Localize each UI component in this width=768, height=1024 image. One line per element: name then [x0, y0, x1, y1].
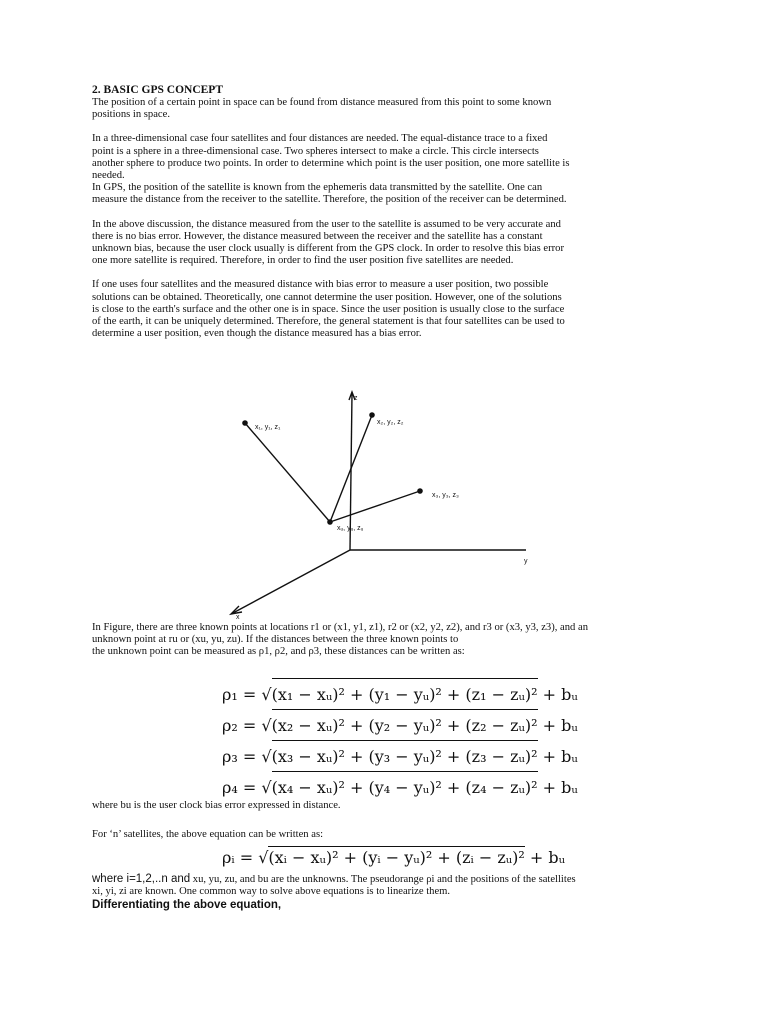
z-axis	[350, 394, 352, 550]
sat3-point	[417, 488, 423, 494]
sat2-point	[369, 412, 375, 418]
for-n-satellites-text: For ‘n’ satellites, the above equation can be written as:	[92, 829, 324, 840]
where-i-line-2: xi, yi, zi are known. One common way to solve above equations is to linearize them.	[92, 886, 451, 898]
where-i-line-1: where i=1,2,..n and xu, yu, zu, and bu are the unknowns. The pseudorange ρi and the positions of the satellites	[92, 873, 576, 885]
para3-line-2: there is no bias error. However, the distance measured between the receiver and the satellite has a constant	[92, 230, 543, 242]
line-to-sat2	[330, 415, 372, 522]
para2-line-1: In GPS, the position of the satellite is known from the ephemeris data transmitted by the satellite. One can	[92, 182, 543, 194]
pseudorange-equations	[222, 678, 578, 802]
equation-2: ρ₂ = √(x₂ − xᵤ)² + (y₂ − yᵤ)² + (z₂ − zᵤ)² + bᵤ	[222, 709, 578, 740]
para4-line-2: solutions can be obtained. Theoretically, one cannot determine the user position. However, one of the solutions	[92, 291, 562, 303]
sat1-point	[242, 420, 248, 426]
x-axis	[233, 550, 350, 613]
sat2-label: x₂, y₂, z₂	[377, 419, 404, 426]
para5-line-2: unknown point at ru or (xu, yu, zu). If the distances between the three known points to	[92, 634, 459, 646]
para4-line-4: of the earth, it can be uniquely determined. Therefore, the general statement is that four satellites can be used to	[92, 316, 565, 328]
x-arrow	[231, 606, 242, 614]
user-label: xᵤ, yᵤ, zᵤ	[337, 525, 364, 532]
para2-line-2: measure the distance from the receiver to the satellite. Therefore, the position of the receiver can be determined.	[92, 194, 567, 206]
para1-line-1: In a three-dimensional case four satellites and four distances are needed. The equal-distance trace to a fixed	[92, 133, 548, 145]
y-axis-label: y	[524, 558, 528, 565]
equation-3: ρ₃ = √(x₃ − xᵤ)² + (y₃ − yᵤ)² + (z₃ − zᵤ)² + bᵤ	[222, 740, 578, 771]
general-equation: ρᵢ = √(xᵢ − xᵤ)² + (yᵢ − yᵤ)² + (zᵢ − zᵤ)² + bᵤ	[222, 848, 565, 867]
z-axis-label: z	[354, 395, 358, 402]
x-axis-label: x	[236, 614, 240, 621]
equation-1: ρ₁ = √(x₁ − xᵤ)² + (y₁ − yᵤ)² + (z₁ − zᵤ)² + bᵤ	[222, 678, 578, 709]
line-to-sat3	[330, 491, 420, 522]
para4-line-5: determine a user position, even though the distance measured has a bias error.	[92, 328, 422, 340]
para1-line-3: another sphere to produce two points. In order to determine which point is the user position, one more satellite is	[92, 157, 570, 169]
intro-line-1: The position of a certain point in space can be found from distance measured from this point to some known	[92, 97, 552, 108]
para5-line-1: In Figure, there are three known points at locations r1 or (x1, y1, z1), r2 or (x2, y2, z2), and r3 or (x3, y3, z3), and an	[92, 622, 588, 633]
z-arrow	[349, 392, 355, 400]
equation-4: ρ₄ = √(x₄ − xᵤ)² + (y₄ − yᵤ)² + (z₄ − zᵤ)² + bᵤ	[222, 771, 578, 802]
intro-line-2: positions in space.	[92, 109, 170, 121]
sat3-label: x₃, y₃, z₃	[432, 492, 459, 499]
para4-line-1: If one uses four satellites and the measured distance with bias error to measure a user position, two possible	[92, 279, 549, 291]
para3-line-4: one more satellite is required. Therefore, in order to find the user position five satellites are needed.	[92, 255, 514, 267]
text-block-bottom	[92, 873, 682, 912]
user-point	[327, 519, 333, 525]
para3-line-3: unknown bias, because the user clock usually is different from the GPS clock. In order to resolve this bias error	[92, 243, 564, 255]
section-title: 2. BASIC GPS CONCEPT	[92, 84, 223, 96]
text-block-top	[92, 84, 682, 340]
para5-line-3: the unknown point can be measured as ρ1, ρ2, and ρ3, these distances can be written as:	[92, 646, 465, 658]
differentiating-heading: Differentiating the above equation,	[92, 899, 282, 912]
sat1-label: x₁, y₁, z₁	[255, 424, 281, 431]
where-bias-text: where bu is the user clock bias error expressed in distance.	[92, 800, 341, 811]
para3-line-1: In the above discussion, the distance measured from the user to the satellite is assumed to be very accurate and	[92, 218, 561, 230]
para4-line-3: is close to the earth's surface and the other one is in space. Since the user position is usually close to the surface	[92, 303, 565, 315]
text-block-figure-desc	[92, 622, 682, 659]
line-to-sat1	[245, 423, 330, 522]
para1-line-4: needed.	[92, 170, 125, 182]
para1-line-2: point is a sphere in a three-dimensional case. Two spheres intersect to make a circle. This circle intersects	[92, 145, 539, 157]
